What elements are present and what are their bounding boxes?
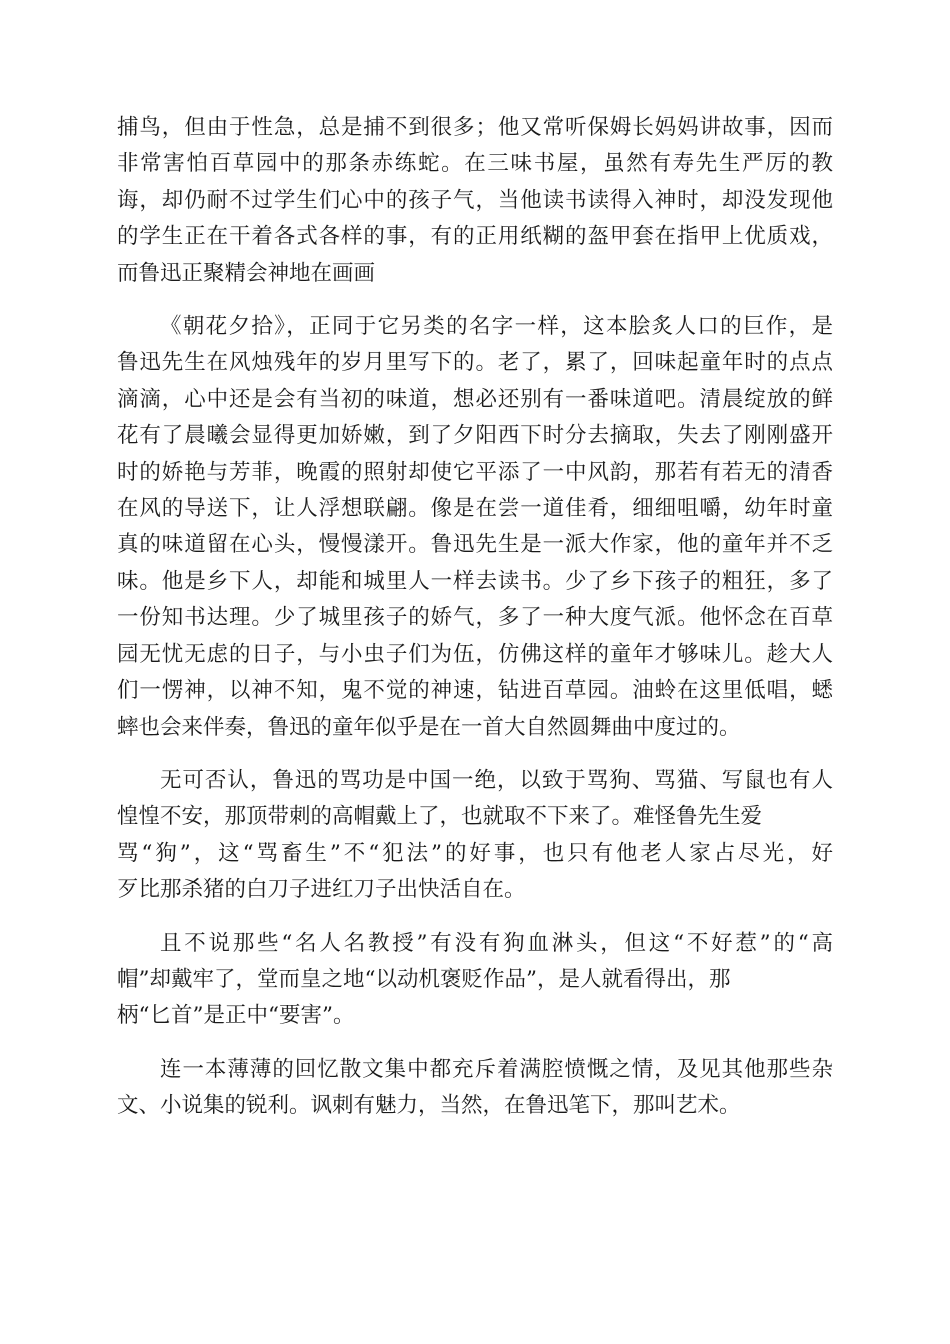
text-line: 帽”却戴牢了，堂而皇之地“以动机褒贬作品”，是人就看得出，那: [117, 966, 731, 992]
text-line: 歹比那杀猪的白刀子进红刀子出快活自在。: [117, 877, 526, 903]
text-line: 在风的导送下，让人浮想联翩。像是在尝一道佳肴，细细咀嚼，幼年时童: [117, 496, 833, 522]
text-line: 一份知书达理。少了城里孩子的娇气，多了一种大度气派。他怀念在百草: [117, 605, 833, 631]
text-line: 时的娇艳与芳菲，晚霞的照射却使它平添了一中风韵，那若有若无的清香: [117, 459, 833, 485]
text-line: 而鲁迅正聚精会神地在画画: [117, 260, 376, 286]
text-line: 滴滴，心中还是会有当初的味道，想必还别有一番味道吧。清晨绽放的鲜: [117, 386, 833, 412]
text-line: 鲁迅先生在风烛残年的岁月里写下的。老了，累了，回味起童年时的点点: [117, 350, 833, 376]
text-line: 园无忧无虑的日子，与小虫子们为伍，仿佛这样的童年才够味儿。趁大人: [117, 641, 833, 667]
text-line: 的学生正在干着各式各样的事，有的正用纸糊的盔甲套在指甲上优质戏，: [117, 224, 833, 250]
text-line: 味。他是乡下人，却能和城里人一样去读书。少了乡下孩子的粗狂，多了: [117, 568, 833, 594]
text-line: 非常害怕百草园中的那条赤练蛇。在三味书屋，虽然有寿先生严厉的教: [117, 151, 833, 177]
paragraph-1: [117, 110, 833, 292]
text-line: 骂“狗”，这“骂畜生”不“犯法”的好事，也只有他老人家占尽光，好: [117, 840, 833, 866]
text-line: 诲，却仍耐不过学生们心中的孩子气，当他读书读得入神时，却没发现他: [117, 187, 833, 213]
paragraph-2: [117, 309, 833, 746]
text-line: 们一愣神，以神不知，鬼不觉的神速，钻进百草园。油蛉在这里低唱，蟋: [117, 678, 833, 704]
text-line: 文、小说集的锐利。讽刺有魅力，当然，在鲁迅笔下，那叫艺术。: [117, 1093, 741, 1119]
text-line: 连一本薄薄的回忆散文集中都充斥着满腔愤慨之情，及见其他那些杂: [160, 1056, 833, 1082]
text-line: 且不说那些“名人名教授”有没有狗血淋头，但这“不好惹”的“高: [160, 930, 833, 956]
paragraph-4: [117, 926, 833, 1035]
text-line: 《朝花夕拾》，正同于它另类的名字一样，这本脍炙人口的巨作，是: [160, 314, 833, 340]
text-line: 惶惶不安，那顶带刺的高帽戴上了，也就取不下来了。难怪鲁先生爱: [117, 804, 763, 830]
paragraph-3: [117, 763, 833, 909]
text-line: 无可否认，鲁迅的骂功是中国一绝，以致于骂狗、骂猫、写鼠也有人: [160, 767, 833, 793]
text-line: 真的味道留在心头，慢慢漾开。鲁迅先生是一派大作家，他的童年并不乏: [117, 532, 833, 558]
text-line: 柄“匕首”是正中“要害”。: [117, 1003, 355, 1029]
text-line: 花有了晨曦会显得更加娇嫩，到了夕阳西下时分去摘取，失去了刚刚盛开: [117, 423, 833, 449]
document-page: [117, 110, 833, 1125]
text-line: 捕鸟，但由于性急，总是捕不到很多；他又常听保姆长妈妈讲故事，因而: [117, 115, 833, 140]
text-line: 蟀也会来伴奏，鲁迅的童年似乎是在一首大自然圆舞曲中度过的。: [117, 714, 741, 740]
paragraph-5: [117, 1052, 833, 1125]
